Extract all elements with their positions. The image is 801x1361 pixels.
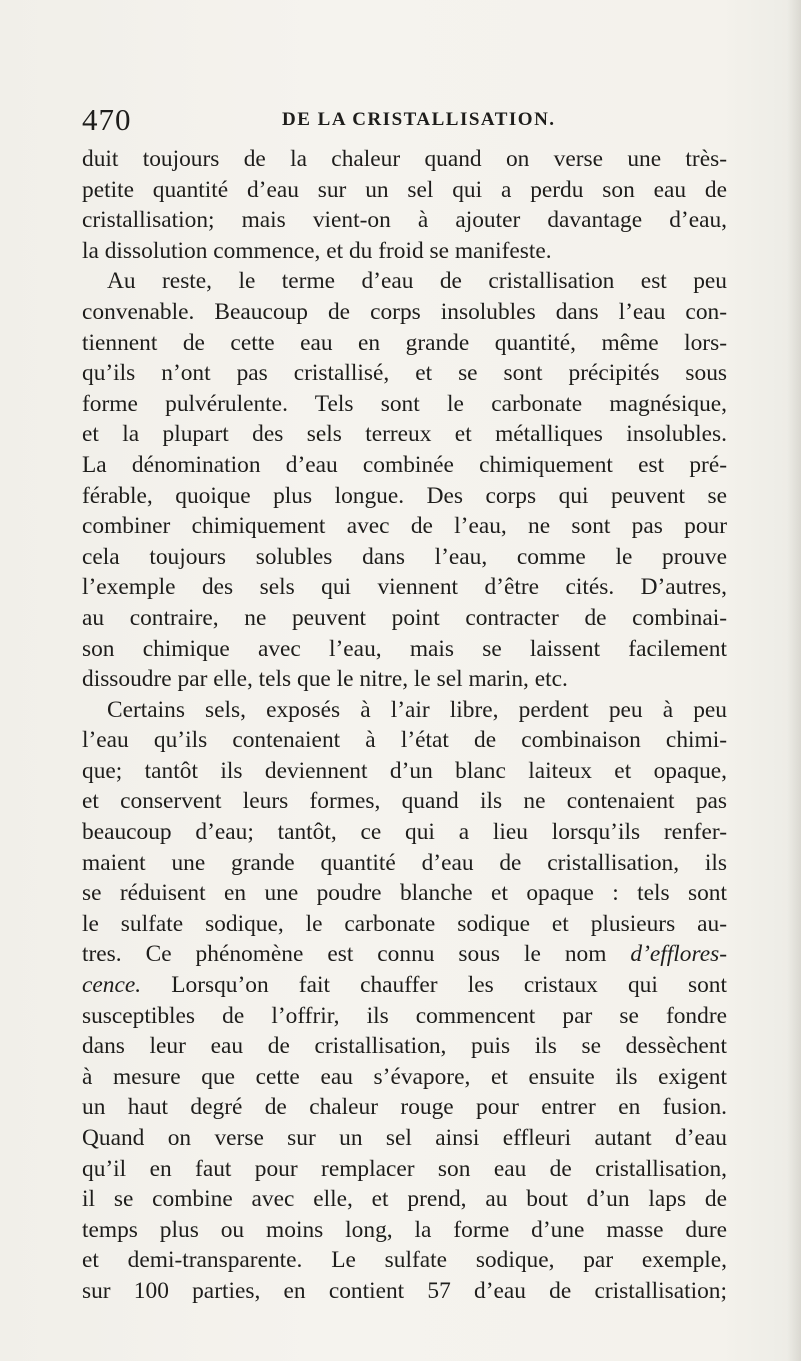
line-text: temps plus ou moins long, la forme d’une masse dure <box>82 1216 727 1243</box>
text-line <box>82 695 727 726</box>
line-text: qu’il en faut pour remplacer son eau de cristallisation, <box>82 1155 727 1182</box>
italic-term: cence. <box>82 972 142 999</box>
text-line <box>82 144 727 175</box>
line-text: tres. Ce phénomène est connu sous le nom <box>82 941 607 968</box>
text-line <box>82 725 727 756</box>
line-text: et la plupart des sels terreux et métalliques insolubles. <box>82 421 727 448</box>
line-text: que; tantôt ils deviennent d’un blanc laiteux et opaque, <box>82 757 727 784</box>
text-line <box>82 358 727 389</box>
text-line <box>82 481 727 512</box>
line-text: beaucoup d’eau; tantôt, ce qui a lieu lorsqu’ils renfer- <box>82 819 727 846</box>
text-line <box>82 266 727 297</box>
text-line <box>82 389 727 420</box>
line-text: il se combine avec elle, et prend, au bout d’un laps de <box>82 1186 727 1213</box>
line-text: La dénomination d’eau combinée chimiquement est pré- <box>82 451 727 478</box>
body-text <box>82 144 727 1307</box>
line-text: l’eau qu’ils contenaient à l’état de combinaison chimi- <box>82 727 727 754</box>
line-text: susceptibles de l’offrir, ils commencent par se fondre <box>82 1002 727 1029</box>
line-text: dissoudre par elle, tels que le nitre, le sel marin, etc. <box>82 666 568 693</box>
text-line <box>82 848 727 879</box>
text-line <box>82 419 727 450</box>
line-text: petite quantité d’eau sur un sel qui a perdu son eau de <box>82 176 727 203</box>
text-line <box>82 450 727 481</box>
text-line <box>82 175 727 206</box>
text-line <box>82 572 727 603</box>
line-text: forme pulvérulente. Tels sont le carbonate magnésique, <box>82 390 727 417</box>
line-text: et demi-transparente. Le sulfate sodique, par exemple, <box>82 1247 727 1274</box>
text-line <box>82 1276 727 1307</box>
text-line <box>82 1062 727 1093</box>
page-number: 470 <box>82 102 132 137</box>
line-text: Certains sels, exposés à l’air libre, perdent peu à peu <box>107 696 727 723</box>
line-text: dans leur eau de cristallisation, puis ils se dessèchent <box>82 1033 727 1060</box>
text-line <box>82 236 727 267</box>
line-text: la dissolution commence, et du froid se manifeste. <box>82 237 552 264</box>
line-text: duit toujours de la chaleur quand on verse une très- <box>82 146 727 172</box>
line-text: Au reste, le terme d’eau de cristallisation est peu <box>107 268 727 295</box>
line-text: Quand on verse sur un sel ainsi effleuri autant d’eau <box>82 1125 727 1151</box>
line-text: maient une grande quantité d’eau de cristallisation, ils <box>82 849 727 876</box>
line-text: et conservent leurs formes, quand ils ne contenaient pas <box>82 788 727 815</box>
line-text: Lorsqu’on fait chauffer les cristaux qui sont <box>141 972 727 999</box>
line-text: au contraire, ne peuvent point contracter de combinai- <box>82 604 727 631</box>
text-line <box>82 1184 727 1215</box>
text-line <box>82 328 727 359</box>
line-text: tiennent de cette eau en grande quantité, même lors- <box>82 329 727 356</box>
line-text: un haut degré de chaleur rouge pour entrer en fusion. <box>82 1094 727 1121</box>
line-text: cristallisation; mais vient-on à ajouter davantage d’eau, <box>82 207 727 234</box>
text-line <box>82 664 727 695</box>
text-line <box>82 1215 727 1246</box>
text-line <box>82 1031 727 1062</box>
line-text: sur 100 parties, en contient 57 d’eau de cristallisation; <box>82 1277 727 1304</box>
text-line <box>82 970 727 1001</box>
text-line <box>82 205 727 236</box>
line-text: à mesure que cette eau s’évapore, et ensuite ils exigent <box>82 1063 727 1090</box>
page-edge-shadow <box>787 0 801 1361</box>
line-text: qu’ils n’ont pas cristallisé, et se sont précipités sous <box>82 360 727 387</box>
line-text: convenable. Beaucoup de corps insolubles dans l’eau con- <box>82 298 727 325</box>
text-line <box>82 603 727 634</box>
running-head: DE LA CRISTALLISATION. <box>282 109 556 130</box>
text-line <box>82 1001 727 1032</box>
text-line <box>82 939 727 970</box>
line-text: se réduisent en une poudre blanche et opaque : tels sont <box>82 880 727 907</box>
text-line <box>82 817 727 848</box>
line-text: cela toujours solubles dans l’eau, comme le prouve <box>82 543 727 570</box>
line-text: le sulfate sodique, le carbonate sodique et plusieurs au- <box>82 910 727 937</box>
italic-term: d’efflores- <box>630 941 727 968</box>
text-line <box>82 511 727 542</box>
text-line <box>82 542 727 573</box>
line-text: son chimique avec l’eau, mais se laissent facilement <box>82 635 727 662</box>
text-line <box>82 634 727 665</box>
text-line <box>82 909 727 940</box>
text-line <box>82 1154 727 1185</box>
line-text: l’exemple des sels qui viennent d’être cités. D’autres, <box>82 574 727 601</box>
text-line <box>82 878 727 909</box>
text-line <box>82 1092 727 1123</box>
page-header <box>82 100 722 140</box>
text-line <box>82 756 727 787</box>
text-line <box>82 786 727 817</box>
text-line <box>82 297 727 328</box>
text-line <box>82 1245 727 1276</box>
text-line <box>82 1123 727 1154</box>
line-text: férable, quoique plus longue. Des corps qui peuvent se <box>82 482 727 509</box>
line-text: combiner chimiquement avec de l’eau, ne sont pas pour <box>82 513 727 540</box>
